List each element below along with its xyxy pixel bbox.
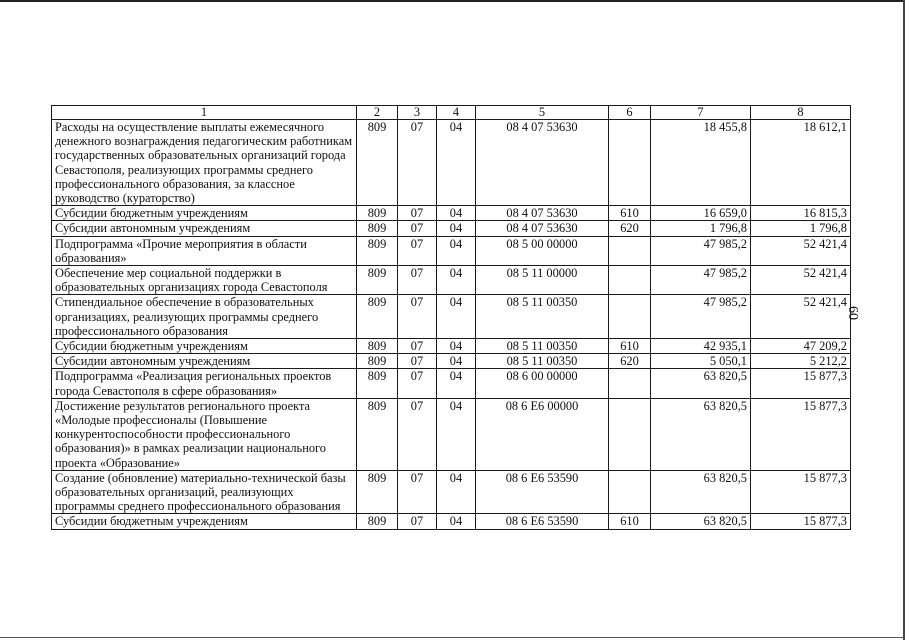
target-article-cell: 08 4 07 53630 — [476, 206, 609, 221]
grbs-code-cell: 809 — [357, 398, 398, 470]
amount-col7-cell: 47 985,2 — [651, 266, 751, 295]
amount-col7-cell: 1 796,8 — [651, 221, 751, 236]
section-code-cell: 07 — [398, 470, 437, 514]
target-article-cell: 08 6 E6 53590 — [476, 470, 609, 514]
target-article-cell: 08 4 07 53630 — [476, 221, 609, 236]
expense-type-cell: 610 — [609, 514, 651, 529]
expense-type-cell — [609, 120, 651, 206]
section-code-cell: 07 — [398, 369, 437, 398]
budget-table — [51, 105, 851, 530]
expense-type-cell: 620 — [609, 354, 651, 369]
amount-col8-cell: 52 421,4 — [751, 266, 851, 295]
amount-col7-cell: 63 820,5 — [651, 398, 751, 470]
amount-col8-cell: 15 877,3 — [751, 369, 851, 398]
subsection-code-cell: 04 — [437, 398, 476, 470]
column-header: 1 — [52, 106, 357, 120]
table-row — [52, 470, 851, 514]
grbs-code-cell: 809 — [357, 221, 398, 236]
grbs-code-cell: 809 — [357, 295, 398, 339]
table-row — [52, 369, 851, 398]
row-name-cell: Подпрограмма «Реализация региональных проектов города Севастополя в сфере образования» — [52, 369, 357, 398]
row-name-cell: Создание (обновление) материально-технической базы образовательных организаций, реализующих программы среднего профессионального образования — [52, 470, 357, 514]
row-name-cell: Стипендиальное обеспечение в образовательных организациях, реализующих программы среднего профессионального образования — [52, 295, 357, 339]
grbs-code-cell: 809 — [357, 266, 398, 295]
scan-edge-bottom — [0, 637, 905, 638]
table-row — [52, 266, 851, 295]
subsection-code-cell: 04 — [437, 295, 476, 339]
section-code-cell: 07 — [398, 295, 437, 339]
column-header: 3 — [398, 106, 437, 120]
expense-type-cell: 610 — [609, 339, 651, 354]
target-article-cell: 08 5 11 00350 — [476, 354, 609, 369]
section-code-cell: 07 — [398, 354, 437, 369]
target-article-cell: 08 6 E6 00000 — [476, 398, 609, 470]
target-article-cell: 08 5 00 00000 — [476, 236, 609, 265]
subsection-code-cell: 04 — [437, 206, 476, 221]
amount-col7-cell: 5 050,1 — [651, 354, 751, 369]
subsection-code-cell: 04 — [437, 236, 476, 265]
section-code-cell: 07 — [398, 120, 437, 206]
amount-col7-cell: 16 659,0 — [651, 206, 751, 221]
table-row — [52, 398, 851, 470]
subsection-code-cell: 04 — [437, 221, 476, 236]
expense-type-cell — [609, 295, 651, 339]
subsection-code-cell: 04 — [437, 266, 476, 295]
subsection-code-cell: 04 — [437, 369, 476, 398]
target-article-cell: 08 5 11 00350 — [476, 295, 609, 339]
row-name-cell: Субсидии автономным учреждениям — [52, 354, 357, 369]
grbs-code-cell: 809 — [357, 514, 398, 529]
row-name-cell: Субсидии автономным учреждениям — [52, 221, 357, 236]
section-code-cell: 07 — [398, 398, 437, 470]
table-header-row — [52, 106, 851, 120]
expense-type-cell — [609, 470, 651, 514]
target-article-cell: 08 5 11 00350 — [476, 339, 609, 354]
target-article-cell: 08 6 00 00000 — [476, 369, 609, 398]
row-name-cell: Субсидии бюджетным учреждениям — [52, 514, 357, 529]
grbs-code-cell: 809 — [357, 206, 398, 221]
amount-col8-cell: 15 877,3 — [751, 514, 851, 529]
grbs-code-cell: 809 — [357, 354, 398, 369]
column-header: 2 — [357, 106, 398, 120]
table-row — [52, 354, 851, 369]
expense-type-cell — [609, 266, 651, 295]
column-header: 7 — [651, 106, 751, 120]
table-row — [52, 514, 851, 529]
table-row — [52, 236, 851, 265]
grbs-code-cell: 809 — [357, 236, 398, 265]
table-row — [52, 221, 851, 236]
subsection-code-cell: 04 — [437, 514, 476, 529]
row-name-cell: Субсидии бюджетным учреждениям — [52, 206, 357, 221]
section-code-cell: 07 — [398, 221, 437, 236]
row-name-cell: Субсидии бюджетным учреждениям — [52, 339, 357, 354]
amount-col7-cell: 18 455,8 — [651, 120, 751, 206]
grbs-code-cell: 809 — [357, 470, 398, 514]
section-code-cell: 07 — [398, 236, 437, 265]
amount-col8-cell: 52 421,4 — [751, 295, 851, 339]
subsection-code-cell: 04 — [437, 120, 476, 206]
column-header: 6 — [609, 106, 651, 120]
amount-col8-cell: 1 796,8 — [751, 221, 851, 236]
target-article-cell: 08 5 11 00000 — [476, 266, 609, 295]
column-header: 8 — [751, 106, 851, 120]
section-code-cell: 07 — [398, 266, 437, 295]
amount-col7-cell: 47 985,2 — [651, 236, 751, 265]
subsection-code-cell: 04 — [437, 339, 476, 354]
grbs-code-cell: 809 — [357, 120, 398, 206]
amount-col8-cell: 18 612,1 — [751, 120, 851, 206]
table-row — [52, 120, 851, 206]
page-number: 60 — [845, 306, 860, 320]
target-article-cell: 08 4 07 53630 — [476, 120, 609, 206]
amount-col7-cell: 47 985,2 — [651, 295, 751, 339]
table-row — [52, 295, 851, 339]
amount-col7-cell: 42 935,1 — [651, 339, 751, 354]
section-code-cell: 07 — [398, 206, 437, 221]
amount-col8-cell: 47 209,2 — [751, 339, 851, 354]
column-header: 4 — [437, 106, 476, 120]
amount-col7-cell: 63 820,5 — [651, 369, 751, 398]
target-article-cell: 08 6 E6 53590 — [476, 514, 609, 529]
column-header: 5 — [476, 106, 609, 120]
row-name-cell: Подпрограмма «Прочие мероприятия в области образования» — [52, 236, 357, 265]
subsection-code-cell: 04 — [437, 354, 476, 369]
expense-type-cell — [609, 369, 651, 398]
scan-edge-top — [0, 0, 905, 2]
row-name-cell: Расходы на осуществление выплаты ежемесячного денежного вознаграждения педагогическим работникам государственных образовательных организаций города Севастополя, реализующих программы среднего профессионального образования, за классное руководство (кураторство) — [52, 120, 357, 206]
section-code-cell: 07 — [398, 339, 437, 354]
subsection-code-cell: 04 — [437, 470, 476, 514]
amount-col8-cell: 16 815,3 — [751, 206, 851, 221]
amount-col7-cell: 63 820,5 — [651, 470, 751, 514]
amount-col8-cell: 15 877,3 — [751, 398, 851, 470]
expense-type-cell: 610 — [609, 206, 651, 221]
grbs-code-cell: 809 — [357, 339, 398, 354]
expense-type-cell: 620 — [609, 221, 651, 236]
expense-type-cell — [609, 236, 651, 265]
table-row — [52, 206, 851, 221]
amount-col7-cell: 63 820,5 — [651, 514, 751, 529]
table-row — [52, 339, 851, 354]
row-name-cell: Обеспечение мер социальной поддержки в образовательных организациях города Севастополя — [52, 266, 357, 295]
amount-col8-cell: 5 212,2 — [751, 354, 851, 369]
row-name-cell: Достижение результатов регионального проекта «Молодые профессионалы (Повышение конкурентоспособности профессионального образования)» в рамках реализации национального проекта «Образование» — [52, 398, 357, 470]
grbs-code-cell: 809 — [357, 369, 398, 398]
amount-col8-cell: 52 421,4 — [751, 236, 851, 265]
section-code-cell: 07 — [398, 514, 437, 529]
expense-type-cell — [609, 398, 651, 470]
amount-col8-cell: 15 877,3 — [751, 470, 851, 514]
